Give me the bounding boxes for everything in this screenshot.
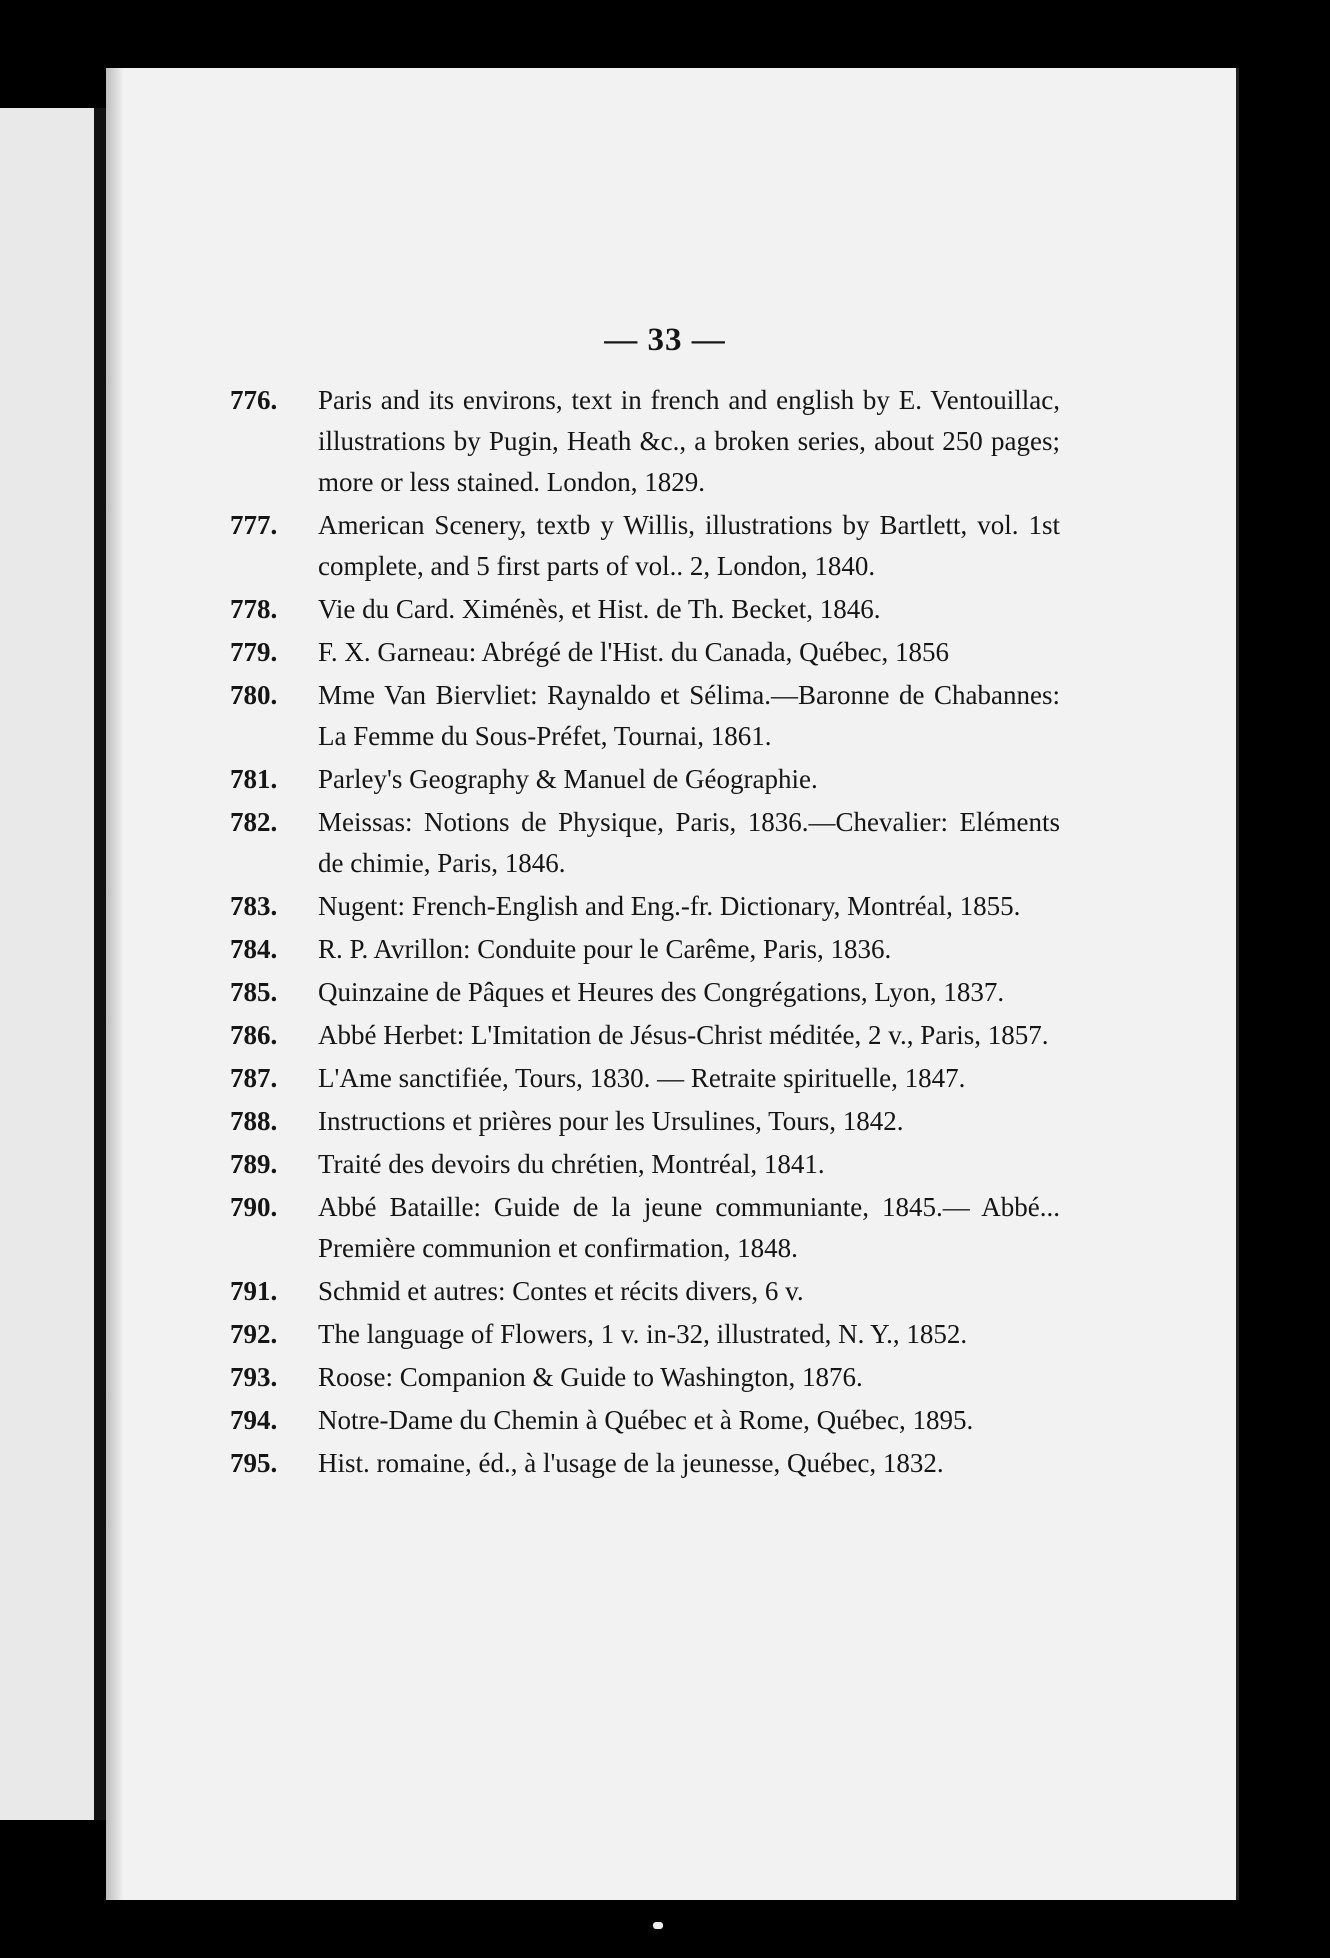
catalog-entry [230,1101,1060,1142]
entry-number: 791. [230,1276,278,1306]
entry-text: Hist. romaine, éd., à l'usage de la jeunesse, Québec, 1832. [318,1448,944,1478]
left-page-edge-strip [0,108,98,1820]
entry-text: The language of Flowers, 1 v. in-32, illustrated, N. Y., 1852. [318,1319,968,1349]
entry-text: Vie du Card. Ximénès, et Hist. de Th. Becket, 1846. [318,594,881,624]
entry-text: Parley's Geography & Manuel de Géographie. [318,764,818,794]
entry-text: Schmid et autres: Contes et récits divers, 6 v. [318,1276,804,1306]
entry-number: 786. [230,1020,278,1050]
entry-number: 792. [230,1319,278,1349]
entry-number: 780. [230,680,278,710]
entry-text: Meissas: Notions de Physique, Paris, 1836.—Chevalier: Eléments de chimie, Paris, 1846. [318,807,1060,878]
entry-text: Instructions et prières pour les Ursulines, Tours, 1842. [318,1106,904,1136]
catalog-entry [230,802,1060,884]
entry-text: Abbé Herbet: L'Imitation de Jésus-Christ méditée, 2 v., Paris, 1857. [318,1020,1049,1050]
entry-number: 788. [230,1106,278,1136]
entry-number: 794. [230,1405,278,1435]
entry-text: Notre-Dame du Chemin à Québec et à Rome, Québec, 1895. [318,1405,974,1435]
catalog-entry [230,1187,1060,1269]
catalog-entry [230,675,1060,757]
catalog-entry [230,1144,1060,1185]
entry-text: Mme Van Biervliet: Raynaldo et Sélima.—Baronne de Chabannes: La Femme du Sous-Préfet, Tournai, 1861. [318,680,1060,751]
entry-text: Abbé Bataille: Guide de la jeune communiante, 1845.— Abbé... Première communion et confirmation, 1848. [318,1192,1060,1263]
entry-number: 785. [230,977,278,1007]
entry-number: 779. [230,637,278,667]
entry-number: 793. [230,1362,278,1392]
entry-text: L'Ame sanctifiée, Tours, 1830. — Retraite spirituelle, 1847. [318,1063,966,1093]
entry-number: 787. [230,1063,278,1093]
entry-number: 784. [230,934,278,964]
catalog-entry [230,1271,1060,1312]
entry-text: R. P. Avrillon: Conduite pour le Carême, Paris, 1836. [318,934,892,964]
catalog-entry [230,972,1060,1013]
catalog-entry [230,759,1060,800]
catalog-entry [230,589,1060,630]
entry-number: 790. [230,1192,278,1222]
entry-number: 789. [230,1149,278,1179]
catalog-entry [230,929,1060,970]
catalog-entry [230,1314,1060,1355]
entry-number: 776. [230,385,278,415]
catalog-entry [230,380,1060,503]
entry-number: 795. [230,1448,278,1478]
entry-text: Traité des devoirs du chrétien, Montréal, 1841. [318,1149,825,1179]
page-number: — 33 — [604,322,726,358]
catalog-entry-list [230,380,1060,1486]
entry-text: Nugent: French-English and Eng.-fr. Dictionary, Montréal, 1855. [318,891,1021,921]
entry-text: F. X. Garneau: Abrégé de l'Hist. du Canada, Québec, 1856 [318,637,950,667]
entry-number: 778. [230,594,278,624]
entry-text: Paris and its environs, text in french and english by E. Ventouillac, illustrations by Pugin, Heath &c., a broken series, about 250 pages; more or less stained. London, 1829. [318,385,1060,497]
catalog-entry [230,1015,1060,1056]
entry-number: 781. [230,764,278,794]
entry-number: 783. [230,891,278,921]
catalog-entry [230,1443,1060,1484]
entry-text: American Scenery, textb y Willis, illustrations by Bartlett, vol. 1st complete, and 5 first parts of vol.. 2, London, 1840. [318,510,1060,581]
catalog-entry [230,632,1060,673]
catalog-entry [230,1058,1060,1099]
entry-number: 777. [230,510,278,540]
catalog-entry [230,505,1060,587]
catalog-entry [230,1400,1060,1441]
entry-text: Roose: Companion & Guide to Washington, 1876. [318,1362,863,1392]
entry-text: Quinzaine de Pâques et Heures des Congrégations, Lyon, 1837. [318,977,1005,1007]
binding-gutter [94,108,106,1820]
catalog-entry [230,886,1060,927]
catalog-entry [230,1357,1060,1398]
entry-number: 782. [230,807,278,837]
scan-artifact-mark [653,1922,663,1929]
